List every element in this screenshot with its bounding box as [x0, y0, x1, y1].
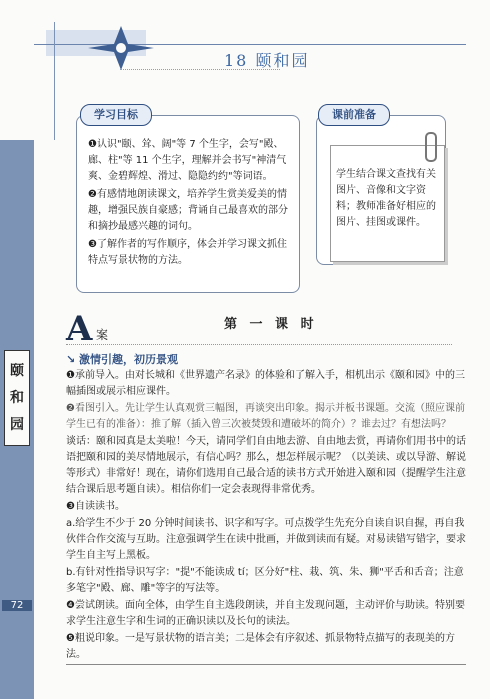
header-vertical-rule — [54, 22, 55, 140]
paragraph: ❶承前导入。由对长城和《世界遗产名录》的体验和了解入手，相机出示《颐和园》中的三幅插图或展示相应课件。 — [66, 370, 465, 397]
plan-letter: A — [66, 309, 93, 349]
plan-letter-suffix: 案 — [96, 328, 109, 342]
paragraph: ❺粗说印象。一是写景状物的语言美；二是体会有序叙述、抓景物特点描写的表现美的方法。 — [66, 633, 455, 660]
paperclip-icon — [425, 132, 437, 162]
goals-list — [88, 137, 296, 271]
goal-item: ❷有感情地朗读课文，培养学生赏美爱美的情趣，增强民族自豪感；背诵自己最喜欢的部分和摘抄最感兴趣的词句。 — [88, 189, 288, 232]
sidebar-label-char: 和 — [10, 390, 24, 406]
section-heading-text: 激情引趣，初历景观 — [79, 353, 179, 366]
lesson-body — [66, 368, 466, 664]
section-heading — [66, 351, 178, 367]
paragraph: 谈话：颐和园真是太美啦！今天，请同学们自由地去游、自由地去赏，再请你们用书中的话语把颐和园的美尽情地展示，有信心吗？那么，想怎样展示呢？（以美读、或以导游、解说等形式）非常好！现在，请你们选用自己最合适的读书方式开始进入颐和园（提醒学生注意结合课后思考题自读）。相信你们一定会表现得非常优秀。 — [66, 436, 466, 495]
paragraph: ❸自读读书。 — [66, 501, 125, 512]
compass-star-icon — [86, 26, 156, 70]
period-title: 第 一 课 时 — [224, 317, 318, 332]
prep-tab: 课前准备 — [318, 104, 390, 126]
sidebar-lesson-label — [4, 350, 30, 446]
goal-item: ❶认识"颐、耸、阔"等 7 个生字，会写"殿、廊、柱"等 11 个生字，理解并会书写"神清气爽、金碧辉煌、滑过、隐隐约约"等词语。 — [88, 139, 287, 182]
goal-item: ❸了解作者的写作顺序，体会并学习课文抓住特点写景状物的方法。 — [88, 239, 287, 266]
paragraph: b.有针对性指导识写字："提"不能读成 tí；区分好"柱、栽、筑、朱、狮"平舌和舌音；注意多笔字"殿、廊、雕"等字的写法等。 — [66, 567, 464, 594]
paragraph: ❷看图引入。先让学生认真观赏三幅图，再谈突出印象。揭示并板书课题。交流（照应课前学生已有的准备）：推了解（插入曾三次被焚毁和遭破坏的简介）？谁去过？有想法吗？ — [66, 403, 465, 430]
sidebar-label-char: 园 — [10, 417, 24, 433]
prep-text: 学生结合课文查找有关图片、音像和文字资料；教师准备好相应的图片、挂图或课件。 — [336, 169, 436, 228]
section-dotted-rule — [66, 344, 452, 345]
sidebar-label-char: 颐 — [10, 363, 24, 379]
lesson-title: 18 颐和园 — [224, 51, 310, 70]
page-number: 72 — [2, 600, 32, 611]
arrow-icon: ↘ — [66, 353, 80, 366]
paragraph: ❹尝试朗读。面向全体，由学生自主选段朗读，并自主发现问题，主动评价与助读。特别要求学生注意生字和生词的正确识读以及长句的读法。 — [66, 600, 465, 627]
header-dotted-rule — [120, 69, 280, 70]
goals-tab: 学习目标 — [80, 104, 152, 126]
paragraph: a.给学生不少于 20 分钟时间读书、识字和写字。可点拨学生先充分自读自识自握，再自我伙伴合作交流与互助。注意强调学生在读中批画，并做到读而有疑。对易读错写错字，要求学生自主写上黑板。 — [66, 518, 466, 561]
bottom-rule — [66, 664, 466, 665]
